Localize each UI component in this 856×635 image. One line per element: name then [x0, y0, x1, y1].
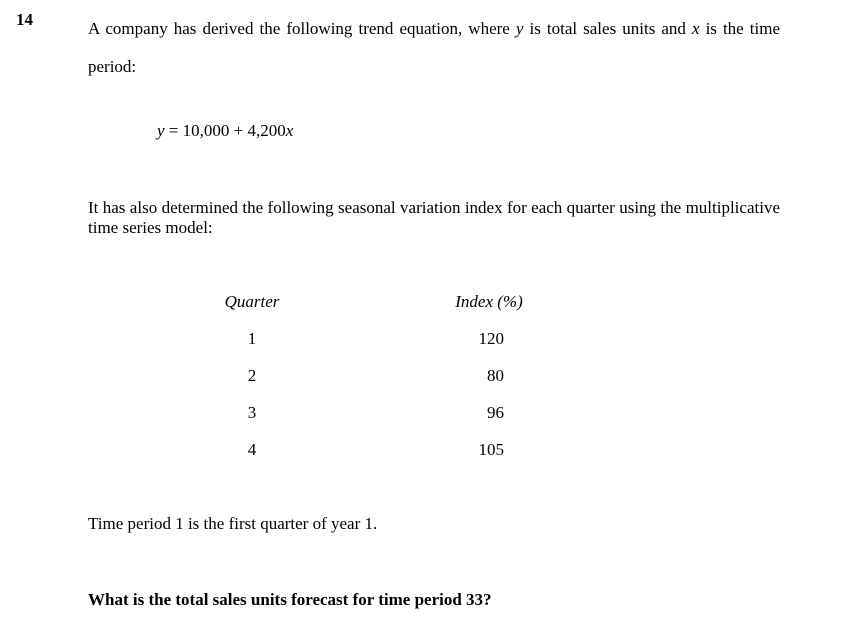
- table-cell-index: 96: [487, 403, 504, 422]
- table-header-index: Index (%): [455, 292, 523, 311]
- equation-var: x: [285, 121, 294, 140]
- seasonal-description: It has also determined the following seasonal variation index for each quarter using the multiplicative time series model:: [88, 198, 780, 237]
- table-cell-quarter: 3: [247, 403, 257, 422]
- intro-text-2: is total sales units and: [523, 19, 692, 38]
- equation-mid: = 10,000 + 4,200: [164, 121, 286, 140]
- question-number: 14: [16, 10, 33, 29]
- intro-text-3: is the time period:: [88, 19, 780, 76]
- intro-var-x: x: [691, 19, 700, 38]
- table-cell-index: 105: [478, 440, 504, 459]
- table-cell-index: 80: [487, 366, 504, 385]
- trend-equation: [157, 121, 293, 141]
- table-cell-quarter: 2: [247, 366, 257, 385]
- time-period-note: Time period 1 is the first quarter of year 1.: [88, 514, 378, 533]
- equation-lhs: y: [157, 121, 165, 140]
- table-cell-quarter: 4: [247, 440, 257, 459]
- table-header-quarter: Quarter: [224, 292, 280, 311]
- table-cell-quarter: 1: [247, 329, 257, 348]
- table-cell-index: 120: [478, 329, 504, 348]
- intro-var-y: y: [515, 19, 524, 38]
- question-intro: [88, 10, 780, 86]
- intro-text-1: A company has derived the following trend equation, where: [88, 19, 516, 38]
- question-prompt: What is the total sales units forecast for time period 33?: [88, 590, 492, 609]
